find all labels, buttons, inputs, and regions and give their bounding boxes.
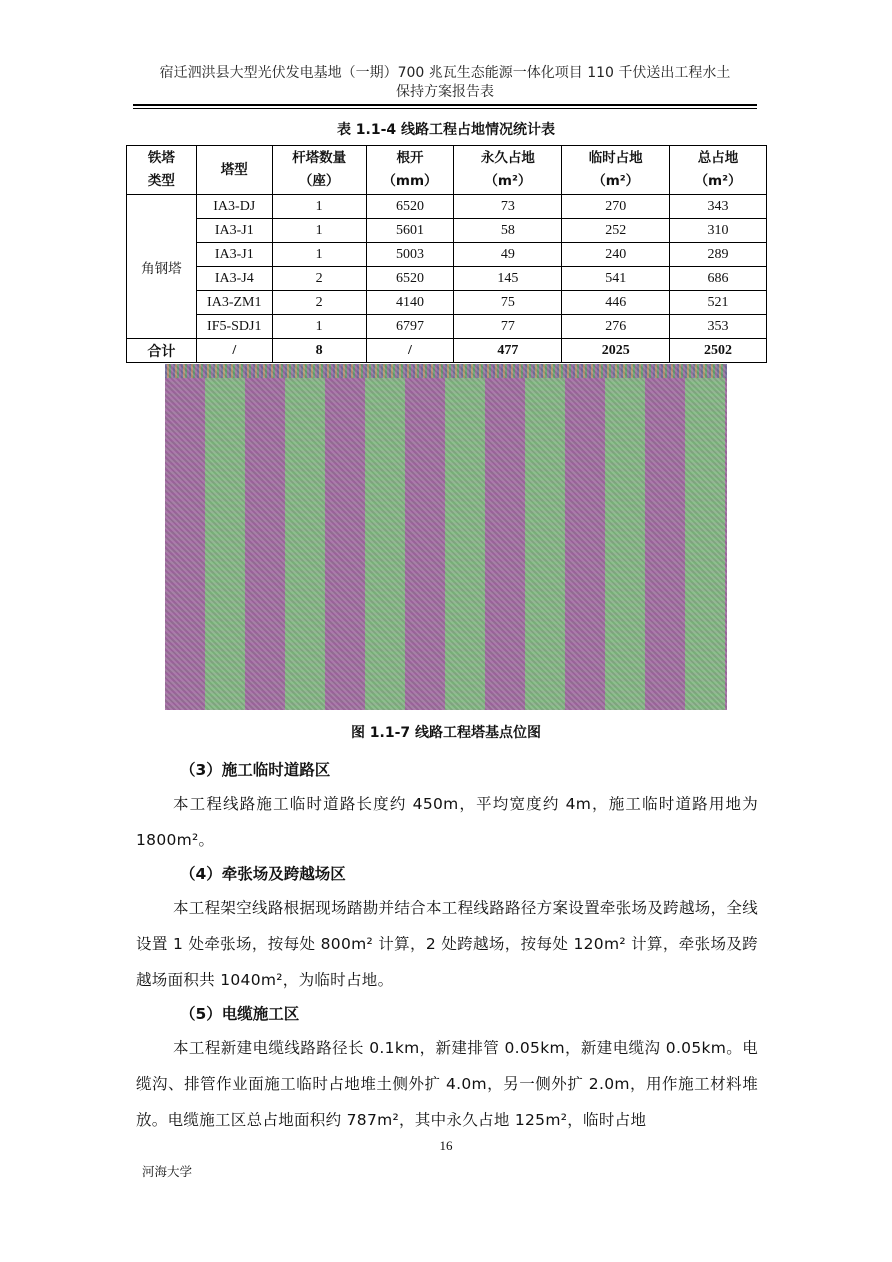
cell-count: 1 <box>272 243 366 267</box>
cell-perm: 145 <box>454 267 562 291</box>
cell-count: 2 <box>272 291 366 315</box>
header-line-2: 保持方案报告表 <box>396 84 494 100</box>
cell-total: 686 <box>670 267 767 291</box>
figure-caption: 图 1.1-7 线路工程塔基点位图 <box>350 725 542 741</box>
tower-location-figure <box>165 364 727 710</box>
cell-total: 343 <box>670 195 767 219</box>
header-temporary: 临时占地 （m²） <box>562 146 670 195</box>
cell-total: 521 <box>670 291 767 315</box>
total-label: 合计 <box>127 339 197 363</box>
total-root: / <box>366 339 454 363</box>
table-row <box>127 219 767 243</box>
total-temp: 2025 <box>562 339 670 363</box>
header-root-open: 根开 （mm） <box>366 146 454 195</box>
cell-model: IA3-J4 <box>196 267 272 291</box>
cell-model: IF5-SDJ1 <box>196 315 272 339</box>
cell-root: 6797 <box>366 315 454 339</box>
cell-perm: 73 <box>454 195 562 219</box>
header-model: 塔型 <box>196 146 272 195</box>
table-header-row <box>127 146 767 195</box>
total-model: / <box>196 339 272 363</box>
cell-model: IA3-J1 <box>196 243 272 267</box>
cell-root: 5003 <box>366 243 454 267</box>
section-paragraph-3: 本工程线路施工临时道路长度约 450m，平均宽度约 4m，施工临时道路用地为 1800m²。 <box>136 795 758 849</box>
header-rule-thin <box>133 108 757 109</box>
cell-total: 289 <box>670 243 767 267</box>
cell-root: 6520 <box>366 267 454 291</box>
cell-count: 1 <box>272 315 366 339</box>
cell-total: 353 <box>670 315 767 339</box>
cell-temp: 276 <box>562 315 670 339</box>
figure-texture <box>165 364 727 710</box>
table-row <box>127 315 767 339</box>
cell-temp: 541 <box>562 267 670 291</box>
page-number: 16 <box>439 1138 453 1153</box>
section-heading-4: （4）牵张场及跨越场区 <box>180 865 346 883</box>
header-tower-type: 铁塔 类型 <box>127 146 197 195</box>
cell-model: IA3-J1 <box>196 219 272 243</box>
cell-count: 2 <box>272 267 366 291</box>
section-paragraph-4: 本工程架空线路根据现场踏勘并结合本工程线路路径方案设置牵张场及跨越场，全线设置 1 处牵张场，按每处 800m² 计算，2 处跨越场，按每处 120m² 计算，牵张场及跨越场面积共 1040m²，为临时占地。 <box>136 899 758 989</box>
cell-temp: 240 <box>562 243 670 267</box>
table-row <box>127 195 767 219</box>
header-rule-thick <box>133 104 757 106</box>
cell-total: 310 <box>670 219 767 243</box>
header-total: 总占地 （m²） <box>670 146 767 195</box>
cell-root: 5601 <box>366 219 454 243</box>
cell-perm: 49 <box>454 243 562 267</box>
category-cell: 角钢塔 <box>127 195 197 339</box>
section-paragraph-5: 本工程新建电缆线路路径长 0.1km，新建排管 0.05km，新建电缆沟 0.05km。电缆沟、排管作业面施工临时占地堆土侧外扩 4.0m，另一侧外扩 2.0m，用作施工材料堆放。电缆施工区总占地面积约 787m²，其中永久占地 125m²，临时占地 <box>136 1039 758 1129</box>
table-row <box>127 267 767 291</box>
cell-perm: 58 <box>454 219 562 243</box>
header-count: 杆塔数量 （座） <box>272 146 366 195</box>
cell-count: 1 <box>272 195 366 219</box>
cell-temp: 446 <box>562 291 670 315</box>
total-count: 8 <box>272 339 366 363</box>
cell-model: IA3-DJ <box>196 195 272 219</box>
page-header <box>130 64 760 102</box>
section-heading-5: （5）电缆施工区 <box>180 1005 300 1023</box>
total-total: 2502 <box>670 339 767 363</box>
cell-perm: 75 <box>454 291 562 315</box>
table-title: 表 1.1-4 线路工程占地情况统计表 <box>336 122 556 138</box>
header-permanent: 永久占地 （m²） <box>454 146 562 195</box>
cell-temp: 252 <box>562 219 670 243</box>
table-row <box>127 243 767 267</box>
cell-root: 6520 <box>366 195 454 219</box>
land-use-table <box>126 145 767 363</box>
header-line-1: 宿迁泗洪县大型光伏发电基地（一期）700 兆瓦生态能源一体化项目 110 千伏送出工程水土 <box>159 65 731 81</box>
cell-perm: 77 <box>454 315 562 339</box>
cell-root: 4140 <box>366 291 454 315</box>
footer-institution: 河海大学 <box>142 1164 193 1179</box>
cell-model: IA3-ZM1 <box>196 291 272 315</box>
cell-count: 1 <box>272 219 366 243</box>
table-total-row <box>127 339 767 363</box>
section-heading-3: （3）施工临时道路区 <box>180 761 331 779</box>
cell-temp: 270 <box>562 195 670 219</box>
total-perm: 477 <box>454 339 562 363</box>
table-row <box>127 291 767 315</box>
